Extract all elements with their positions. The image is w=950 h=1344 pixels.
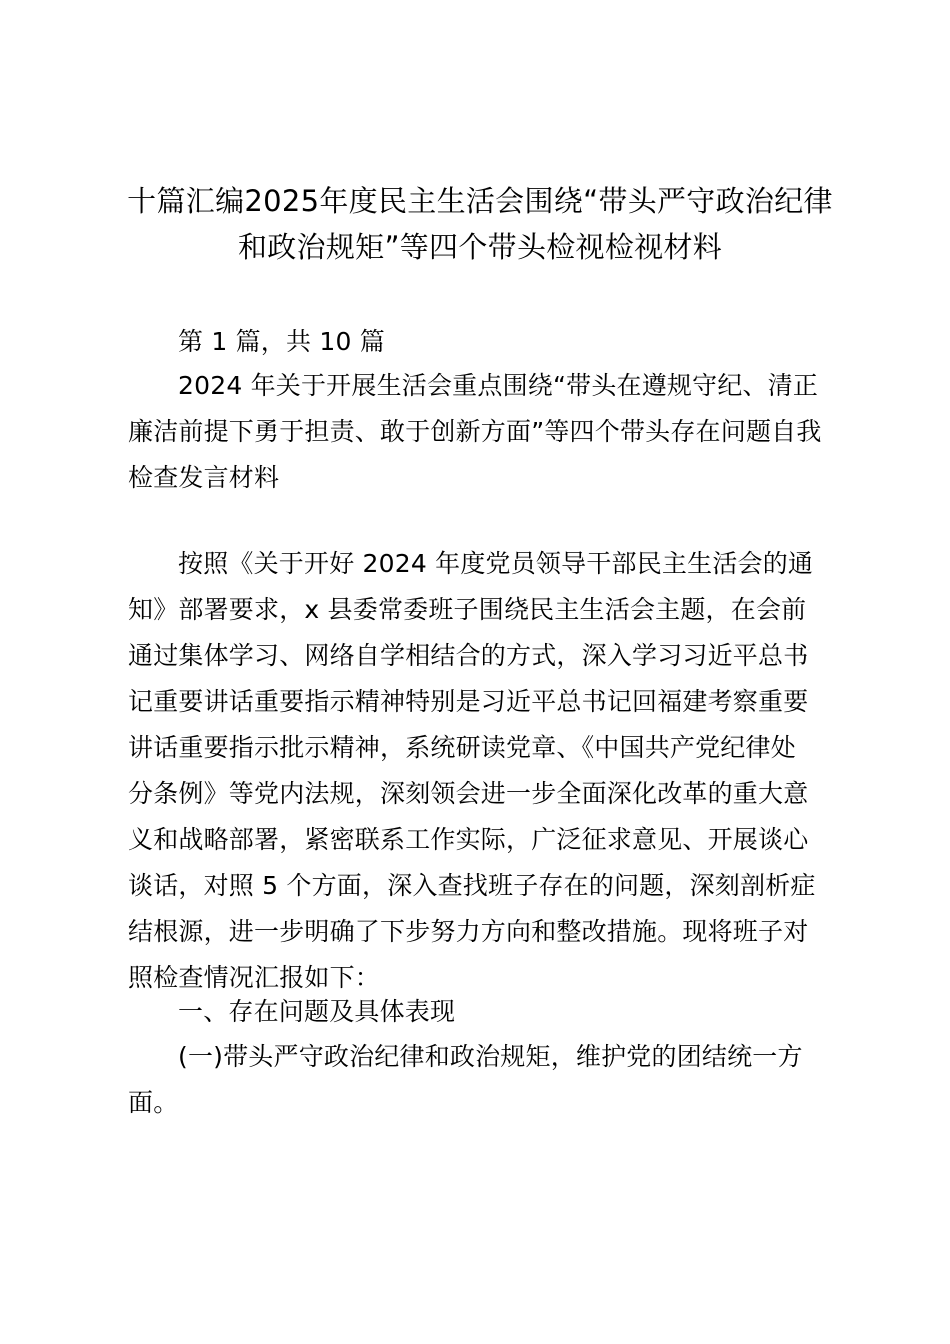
paragraph-line: 照检查情况汇报如下： — [128, 963, 381, 992]
subtitle-line: 检查发言材料 — [128, 463, 280, 492]
subtitle-block — [128, 363, 828, 501]
paragraph-line: 通过集体学习、网络自学相结合的方式，深入学习习近平总书 — [128, 641, 809, 670]
paragraph-line: 分条例》等党内法规，深刻领会进一步全面深化改革的重大意 — [128, 779, 809, 808]
intro-paragraph — [128, 541, 828, 1001]
title-line: 和政治规矩”等四个带头检视检视材料 — [237, 230, 723, 264]
paragraph-line: 义和战略部署，紧密联系工作实际，广泛征求意见、开展谈心 — [128, 825, 809, 854]
subtitle-line: 廉洁前提下勇于担责、敢于创新方面”等四个带头存在问题自我 — [128, 417, 822, 446]
section-heading-text: 一、存在问题及具体表现 — [178, 997, 456, 1026]
paragraph-line: 结根源，进一步明确了下步努力方向和整改措施。现将班子对 — [128, 917, 809, 946]
paragraph-line: 按照《关于开好 2024 年度党员领导干部民主生活会的通 — [178, 549, 814, 578]
subsection-heading — [128, 1034, 828, 1126]
paragraph-line: 讲话重要指示批示精神，系统研读党章、《中国共产党纪律处 — [128, 733, 796, 762]
subtitle-line: 2024 年关于开展生活会重点围绕“带头在遵规守纪、清正 — [178, 371, 819, 400]
paragraph-line: 记重要讲话重要指示精神特别是习近平总书记回福建考察重要 — [128, 687, 809, 716]
subsection-line: 面。 — [128, 1088, 179, 1117]
part-label — [128, 319, 828, 365]
paragraph-line: 知》部署要求，x 县委常委班子围绕民主生活会主题，在会前 — [128, 595, 807, 624]
paragraph-line: 谈话，对照 5 个方面，深入查找班子存在的问题，深刻剖析症 — [128, 871, 816, 900]
title-line: 十篇汇编2025年度民主生活会围绕“带头严守政治纪律 — [127, 184, 833, 218]
part-label-text: 第 1 篇，共 10 篇 — [178, 327, 385, 356]
document-title — [120, 178, 840, 270]
section-heading — [128, 989, 828, 1035]
subsection-line: (一)带头严守政治纪律和政治规矩，维护党的团结统一方 — [178, 1042, 803, 1071]
